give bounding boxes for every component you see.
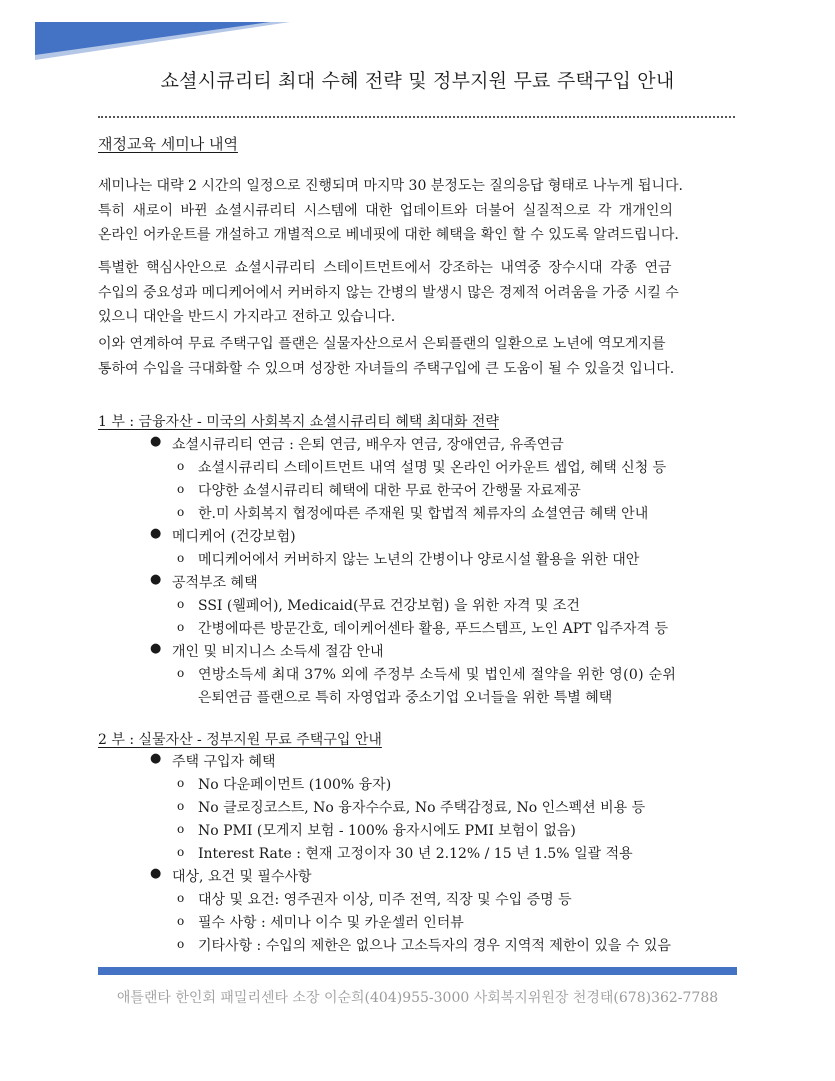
list-item: 주택 구입자 혜택 bbox=[172, 754, 276, 770]
bullet-icon: ● bbox=[150, 572, 162, 587]
paragraph-line: 수입의 중요성과 메디케어에서 커버하지 않는 간병의 발생시 많은 경제적 어려움을 가중 시킬 수 bbox=[98, 284, 679, 301]
sub-list-item: 연방소득세 최대 37% 외에 주정부 소득세 및 법인세 절약을 위한 영(0) 순위 bbox=[198, 667, 677, 683]
sub-list-item: 대상 및 요건: 영주권자 이상, 미주 전역, 직장 및 수입 증명 등 bbox=[198, 892, 572, 908]
sub-bullet-icon: o bbox=[177, 891, 185, 905]
sub-bullet-icon: o bbox=[177, 799, 185, 813]
sub-bullet-icon: o bbox=[177, 914, 185, 928]
list-item: 쇼셜시큐리티 연금 : 은퇴 연금, 배우자 연금, 장애연금, 유족연금 bbox=[172, 437, 564, 453]
sub-bullet-icon: o bbox=[177, 597, 185, 611]
paragraph-line: 통하여 수입을 극대화할 수 있으며 성장한 자녀들의 주택구입에 큰 도움이 될 수 있을것 입니다. bbox=[98, 360, 675, 377]
paragraph-1 bbox=[98, 174, 735, 248]
sub-list-item: SSI (웰페어), Medicaid(무료 건강보험) 을 위한 자격 및 조건 bbox=[198, 598, 580, 614]
sub-bullet-icon: o bbox=[177, 937, 185, 951]
sub-list-item: 다양한 쇼셜시큐리티 혜택에 대한 무료 한국어 간행물 자료제공 bbox=[198, 483, 581, 499]
paragraph-line: 온라인 어카운트를 개설하고 개별적으로 베네핏에 대한 혜택을 확인 할 수 있도록 알려드립니다. bbox=[98, 227, 679, 243]
list-item: 대상, 요건 및 필수사항 bbox=[172, 869, 312, 885]
list-item: 개인 및 비지니스 소득세 절감 안내 bbox=[172, 644, 384, 660]
sub-list-item: 메디케어에서 커버하지 않는 노년의 간병이나 양로시설 활용을 위한 대안 bbox=[198, 552, 640, 568]
paragraph-line: 이와 연계하여 무료 주택구입 플랜은 실물자산으로서 은퇴플랜의 일환으로 노년에 역모게지를 bbox=[98, 336, 666, 352]
sub-list-item: No PMI (모게지 보험 - 100% 융자시에도 PMI 보험이 없음) bbox=[198, 823, 576, 839]
sub-list-item: No 클로징코스트, No 융자수수료, No 주택감정료, No 인스펙션 비용 등 bbox=[198, 800, 646, 816]
paragraph-line: 있으니 대안을 반드시 가지라고 전하고 있습니다. bbox=[98, 309, 396, 325]
footer-divider bbox=[98, 967, 737, 975]
list-item: 메디케어 (건강보험) bbox=[172, 529, 296, 545]
bullet-icon: ● bbox=[150, 434, 162, 449]
sub-bullet-icon: o bbox=[177, 666, 185, 680]
title-divider bbox=[98, 116, 735, 118]
corner-decoration bbox=[0, 0, 300, 60]
sub-list-item: 한.미 사회복지 협정에따른 주재원 및 합법적 체류자의 쇼셜연금 혜택 안내 bbox=[198, 506, 649, 522]
sub-list-item-continued: 은퇴연금 플랜으로 특히 자영업과 중소기업 오너들을 위한 특별 혜택 bbox=[198, 690, 613, 706]
sub-bullet-icon: o bbox=[177, 459, 185, 473]
paragraph-line: 특히 새로이 바뀐 쇼셜시큐리티 시스템에 대한 업데이트와 더불어 실질적으로 각 개개인의 bbox=[98, 202, 673, 219]
sub-bullet-icon: o bbox=[177, 482, 185, 496]
sub-list-item: No 다운페이먼트 (100% 융자) bbox=[198, 777, 392, 793]
bullet-icon: ● bbox=[150, 751, 162, 766]
page-title: 쇼셜시큐리티 최대 수혜 전략 및 정부지원 무료 주택구입 안내 bbox=[160, 70, 675, 92]
bullet-icon: ● bbox=[150, 866, 162, 881]
sub-bullet-icon: o bbox=[177, 776, 185, 790]
sub-bullet-icon: o bbox=[177, 620, 185, 634]
sub-bullet-icon: o bbox=[177, 845, 185, 859]
sub-list-item: 간병에따른 방문간호, 데이케어센타 활용, 푸드스템프, 노인 APT 입주자격 등 bbox=[198, 621, 669, 637]
sub-bullet-icon: o bbox=[177, 505, 185, 519]
sub-list-item: 쇼셜시큐리티 스테이트먼트 내역 설명 및 온라인 어카운트 셉업, 혜택 신청 등 bbox=[198, 460, 667, 476]
paragraph-2 bbox=[98, 256, 735, 330]
list-item: 공적부조 혜택 bbox=[172, 575, 258, 591]
sub-list-item: 기타사항 : 수입의 제한은 없으나 고소득자의 경우 지역적 제한이 있을 수 있음 bbox=[198, 938, 671, 954]
paragraph-line: 특별한 핵심사안으로 쇼셜시큐리티 스테이트먼트에서 강조하는 내역중 장수시대 각종 연금 bbox=[98, 260, 672, 276]
sub-bullet-icon: o bbox=[177, 822, 185, 836]
sub-list-item: 필수 사항 : 세미나 이수 및 카운셀러 인터뷰 bbox=[198, 915, 464, 931]
sub-list-item: Interest Rate : 현재 고정이자 30 년 2.12% / 15 년 1.5% 일괄 적용 bbox=[198, 846, 633, 862]
bullet-icon: ● bbox=[150, 526, 162, 541]
paragraph-3 bbox=[98, 332, 735, 381]
sub-bullet-icon: o bbox=[177, 551, 185, 565]
bullet-icon: ● bbox=[150, 641, 162, 656]
part-1-heading: 1 부 : 금융자산 - 미국의 사회복지 쇼셜시큐리티 혜택 최대화 전략 bbox=[98, 414, 499, 430]
footer-contact: 애틀랜타 한인회 패밀리센타 소장 이순희(404)955-3000 사회복지위원장 천경태(678)362-7788 bbox=[116, 990, 719, 1006]
section-heading: 재정교육 세미나 내역 bbox=[98, 135, 238, 153]
paragraph-line: 세미나는 대략 2 시간의 일정으로 진행되며 마지막 30 분정도는 질의응답 형태로 나누게 됩니다. bbox=[98, 178, 683, 194]
part-2-heading: 2 부 : 실물자산 - 정부지원 무료 주택구입 안내 bbox=[98, 732, 382, 748]
